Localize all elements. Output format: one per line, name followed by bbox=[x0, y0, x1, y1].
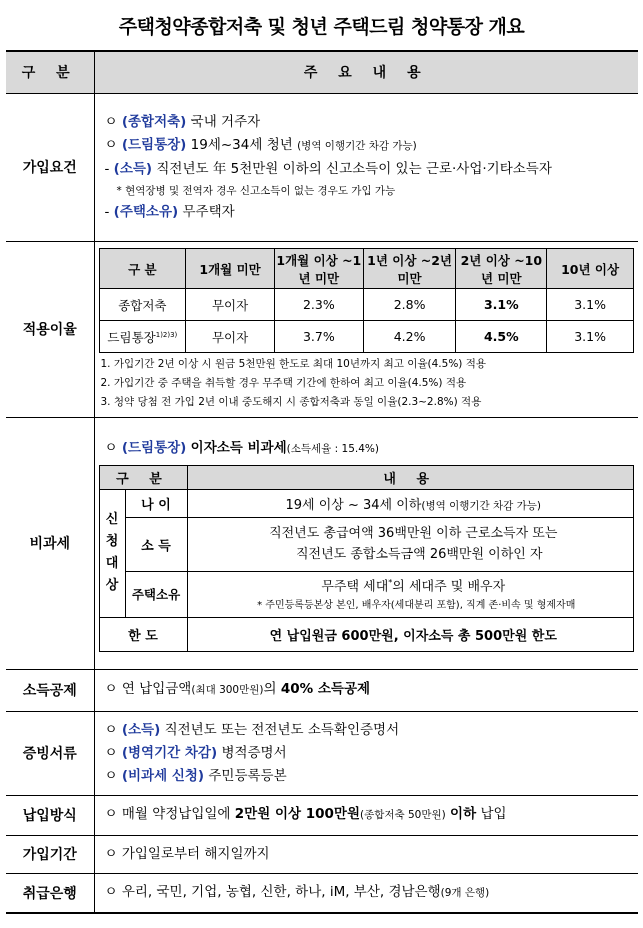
join-content: ㅇ (종합저축) 국내 거주자 ㅇ (드림통장) 19세~34세 청년 (병역 이행기간 차감 가능) - (소득) 직전년도 年 5천만원 이하의 신고소득이 있는 근로·사업·기타소득자 * 현역장병 및 전역자 경우 신고소득이 없는 경우도 가입 가능 - (주택소유) 무주택자 bbox=[94, 93, 638, 241]
tax-header-row bbox=[99, 465, 634, 489]
join-note-dream: (병역 이행기간 차감 가능) bbox=[297, 139, 417, 152]
rates-cell: 무이자 bbox=[186, 321, 275, 353]
rates-footnote-ref: 1)2)3) bbox=[155, 330, 178, 339]
deduct-rate: 40% 소득공제 bbox=[280, 681, 371, 697]
table-row bbox=[99, 517, 634, 571]
rates-header: 구 분 bbox=[99, 249, 186, 289]
rates-note: 1. 가입기간 2년 이상 시 원금 5천만원 한도로 최대 10년까지 최고 이율(4.5%) 적용 bbox=[100, 358, 487, 370]
row-tax bbox=[6, 417, 638, 669]
list-item: ㅇ (병역기간 차감) 병적증명서 bbox=[104, 744, 287, 761]
rates-header: 2년 이상 ~10년 미만 bbox=[456, 249, 547, 289]
join-income-note: * 현역장병 및 전역자 경우 신고소득이 없는 경우도 가입 가능 bbox=[116, 184, 396, 197]
row-deduct bbox=[6, 669, 638, 711]
rates-header: 1개월 이상 ~1년 미만 bbox=[274, 249, 363, 289]
tax-target-label: 신 청 대 상 bbox=[99, 489, 125, 617]
row-period bbox=[6, 835, 638, 873]
rates-row-name: 종합저축 bbox=[99, 289, 186, 321]
row-banks bbox=[6, 873, 638, 913]
docs-content bbox=[94, 711, 638, 795]
tax-table bbox=[99, 465, 635, 652]
join-text-income: 직전년도 年 5천만원 이하의 신고소득이 있는 근로·사업·기타소득자 bbox=[156, 160, 552, 177]
join-text-dream: 19세~34세 청년 bbox=[190, 136, 293, 153]
page-title: 주택청약종합저축 및 청년 주택드림 청약통장 개요 bbox=[118, 16, 525, 38]
period-content: ㅇ 가입일로부터 해지일까지 bbox=[94, 835, 638, 873]
tax-header: 내 용 bbox=[187, 465, 634, 489]
rates-cell: 2.3% bbox=[274, 289, 363, 321]
tax-content: ㅇ (드림통장) 이자소득 비과세(소득세율 : 15.4%) 구 분 내 용 신 청 대 상 나 이 19세 이상 ~ 34세 이하(병역 이행기간 차감 가능) 소 득 직전년도 총급여액 36백만원 이하 근로소득자 또는 직전년도 종합소득금액 26백만원 이하인 자 주택소유 무주택 세대*의 세대주 및 배우자 * 주민등록등본상 본인, 배우자(세대분리 포함), 직계 존·비속 및 형제자매 한 도 연 납입원금 600만원, 이자소득 총 500만원 한도 bbox=[94, 417, 638, 669]
row-docs bbox=[6, 711, 638, 795]
deduct-content: ㅇ 연 납입금액(최대 300만원)의 40% 소득공제 bbox=[94, 669, 638, 711]
tax-income-cell: 직전년도 총급여액 36백만원 이하 근로소득자 또는 직전년도 종합소득금액 26백만원 이하인 자 bbox=[187, 517, 634, 571]
tax-house-label: 주택소유 bbox=[125, 571, 187, 617]
tax-age-cell: 19세 이상 ~ 34세 이하(병역 이행기간 차감 가능) bbox=[187, 489, 634, 517]
rates-cell: 2.8% bbox=[363, 289, 456, 321]
table-row bbox=[99, 571, 634, 617]
tax-house-cell: 무주택 세대*의 세대주 및 배우자 * 주민등록등본상 본인, 배우자(세대분리 포함), 직계 존·비속 및 형제자매 bbox=[187, 571, 634, 617]
rates-table bbox=[99, 248, 635, 353]
docs-label: 증빙서류 bbox=[6, 711, 94, 795]
banks-label: 취급은행 bbox=[6, 873, 94, 913]
period-label: 가입기간 bbox=[6, 835, 94, 873]
table-row bbox=[99, 489, 634, 517]
header-category: 구 분 bbox=[6, 51, 94, 93]
rates-note: 2. 가입기간 중 주택을 취득할 경우 무주택 기간에 한하여 최고 이율(4.5%) 적용 bbox=[100, 377, 467, 389]
overview-table bbox=[6, 50, 638, 914]
rates-header: 1년 이상 ~2년 미만 bbox=[363, 249, 456, 289]
deduct-label: 소득공제 bbox=[6, 669, 94, 711]
join-tag-income: (소득) bbox=[113, 160, 153, 177]
rates-header: 10년 이상 bbox=[547, 249, 634, 289]
rates-cell: 4.2% bbox=[363, 321, 456, 353]
row-pay bbox=[6, 795, 638, 835]
rates-notes bbox=[99, 355, 635, 412]
tax-limit-text: 연 납입원금 600만원, 이자소득 총 500만원 한도 bbox=[187, 617, 634, 651]
rates-cell: 3.1% bbox=[547, 289, 634, 321]
tax-house-note: * 주민등록등본상 본인, 배우자(세대분리 포함), 직계 존·비속 및 형제자매 bbox=[257, 600, 576, 612]
tax-tag: (드림통장) bbox=[121, 439, 187, 456]
pay-content: ㅇ 매월 약정납입일에 2만원 이상 100만원(종합저축 50만원) 이하 납입 bbox=[94, 795, 638, 835]
rates-label: 적용이율 bbox=[6, 241, 94, 417]
join-label: 가입요건 bbox=[6, 93, 94, 241]
tax-age-label: 나 이 bbox=[125, 489, 187, 517]
rates-note: 3. 청약 당첨 전 가입 2년 이내 중도해지 시 종합저축과 동일 이율(2.3~2.8%) 적용 bbox=[100, 396, 482, 408]
list-item: ㅇ (비과세 신청) 주민등록등본 bbox=[104, 767, 287, 784]
pay-label: 납입방식 bbox=[6, 795, 94, 835]
header-content: 주 요 내 용 bbox=[94, 51, 638, 93]
row-rates bbox=[6, 241, 638, 417]
tax-income-label: 소 득 bbox=[125, 517, 187, 571]
tax-limit-label: 한 도 bbox=[99, 617, 187, 651]
table-row bbox=[99, 321, 634, 353]
rates-header-row bbox=[99, 249, 634, 289]
tax-intro: 이자소득 비과세 bbox=[190, 439, 287, 456]
table-row bbox=[99, 289, 634, 321]
join-tag-dream: (드림통장) bbox=[121, 136, 187, 153]
banks-content: ㅇ 우리, 국민, 기업, 농협, 신한, 하나, iM, 부산, 경남은행(9개 은행) bbox=[94, 873, 638, 913]
rates-cell: 3.1% bbox=[547, 321, 634, 353]
rates-row-name: 드림통장$^{1)2)3)}$ bbox=[99, 321, 186, 353]
rates-header: 1개월 미만 bbox=[186, 249, 275, 289]
rates-cell: 4.5% bbox=[456, 321, 547, 353]
table-header bbox=[6, 51, 638, 93]
list-item: ㅇ (소득) 직전년도 또는 전전년도 소득확인증명서 bbox=[104, 721, 400, 738]
row-join bbox=[6, 93, 638, 241]
rates-cell: 3.1% bbox=[456, 289, 547, 321]
tax-label: 비과세 bbox=[6, 417, 94, 669]
rates-cell: 3.7% bbox=[274, 321, 363, 353]
join-tag-general: (종합저축) bbox=[121, 113, 187, 130]
rates-content bbox=[94, 241, 638, 417]
join-tag-house: (주택소유) bbox=[113, 203, 179, 220]
tax-rate-note: (소득세율 : 15.4%) bbox=[286, 442, 379, 455]
join-text-house: 무주택자 bbox=[182, 203, 235, 220]
join-text-general: 국내 거주자 bbox=[190, 113, 261, 130]
table-row bbox=[99, 617, 634, 651]
tax-header: 구 분 bbox=[99, 465, 187, 489]
rates-cell: 무이자 bbox=[186, 289, 275, 321]
